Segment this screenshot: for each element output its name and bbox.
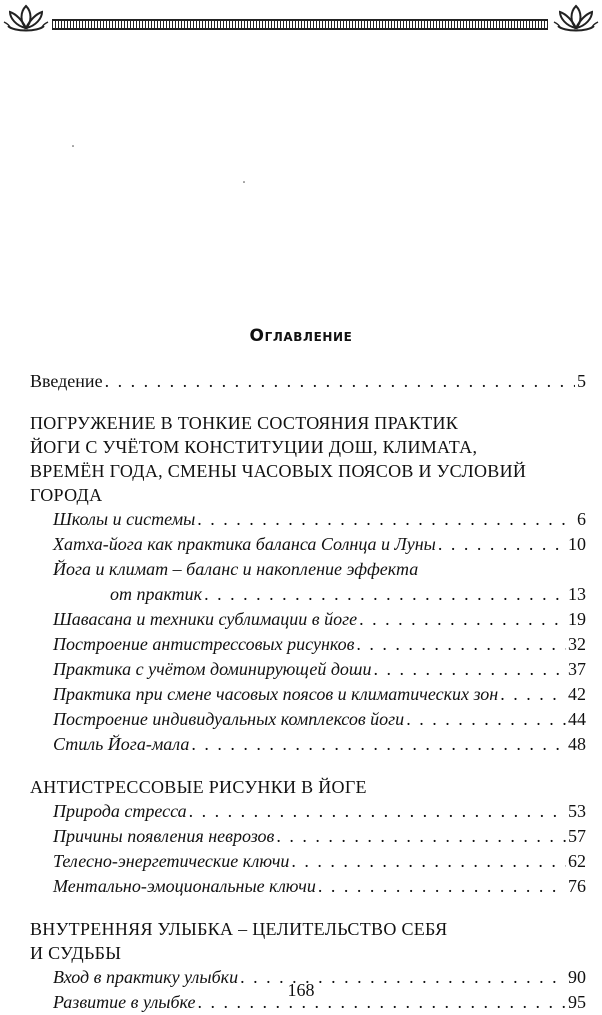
dot-leader xyxy=(189,799,566,824)
toc-entry: Природа стресса . . . 53 xyxy=(30,799,586,824)
toc-entry: Йога и климат – баланс и накопление эффекта xyxy=(53,559,419,579)
page-title: Оглавление xyxy=(249,326,353,346)
dot-leader xyxy=(359,607,566,632)
dot-leader xyxy=(406,707,566,732)
dot-leader xyxy=(276,824,566,849)
scan-specks xyxy=(0,0,602,300)
toc-entry-page: 5 xyxy=(577,371,586,391)
toc-entry-label: Введение xyxy=(30,371,103,391)
dot-leader xyxy=(356,632,566,657)
toc-entry: Ментально-эмоциональные ключи . . . 76 xyxy=(30,874,586,899)
dot-leader xyxy=(438,532,566,557)
toc-entry: Стиль Йога-мала . . . 48 xyxy=(30,732,586,757)
dot-leader xyxy=(374,657,566,682)
toc-entry: Шавасана и техники сублимации в йоге . . . 19 xyxy=(30,607,586,632)
section-heading: АНТИСТРЕССОВЫЕ РИСУНКИ В ЙОГЕ xyxy=(30,777,367,797)
toc-entry: Построение антистрессовых рисунков . . . 32 xyxy=(30,632,586,657)
toc-entry: Практика при смене часовых поясов и климатических зон . . . 42 xyxy=(30,682,586,707)
toc-entry: от практик . . . 13 xyxy=(30,582,586,607)
dot-leader xyxy=(105,369,575,394)
toc-entry: Причины появления неврозов . . . 57 xyxy=(30,824,586,849)
toc-entry: Телесно-энергетические ключи . . . 62 xyxy=(30,849,586,874)
dot-leader xyxy=(500,682,566,707)
toc-entry: Практика с учётом доминирующей доши . . . 37 xyxy=(30,657,586,682)
section-heading: ПОГРУЖЕНИЕ В ТОНКИЕ СОСТОЯНИЯ ПРАКТИК ЙОГИ С УЧЁТОМ КОНСТИТУЦИИ ДОШ, КЛИМАТА, ВРЕМЁН ГОДА, СМЕНЫ ЧАСОВЫХ ПОЯСОВ И УСЛОВИЙ ГОРОДА xyxy=(30,413,527,505)
toc-entry: Хатха-йога как практика баланса Солнца и Луны . . . 10 xyxy=(30,532,586,557)
toc-entry: Вход в практику улыбки . . . 90 xyxy=(30,965,586,990)
section-heading: ВНУТРЕННЯЯ УЛЫБКА – ЦЕЛИТЕЛЬСТВО СЕБЯ И СУДЬБЫ xyxy=(30,919,448,963)
table-of-contents xyxy=(30,369,586,1015)
toc-entry: Развитие в улыбке . . . 95 xyxy=(30,990,586,1015)
toc-entry: Школы и системы . . . 6 xyxy=(30,507,586,532)
toc-entry: Построение индивидуальных комплексов йоги . . . 44 xyxy=(30,707,586,732)
dot-leader xyxy=(197,507,575,532)
dot-leader xyxy=(191,732,566,757)
dot-leader xyxy=(204,582,566,607)
dot-leader xyxy=(318,874,566,899)
toc-entry xyxy=(30,369,586,394)
dot-leader xyxy=(291,849,566,874)
page-number: 168 xyxy=(287,980,315,1000)
